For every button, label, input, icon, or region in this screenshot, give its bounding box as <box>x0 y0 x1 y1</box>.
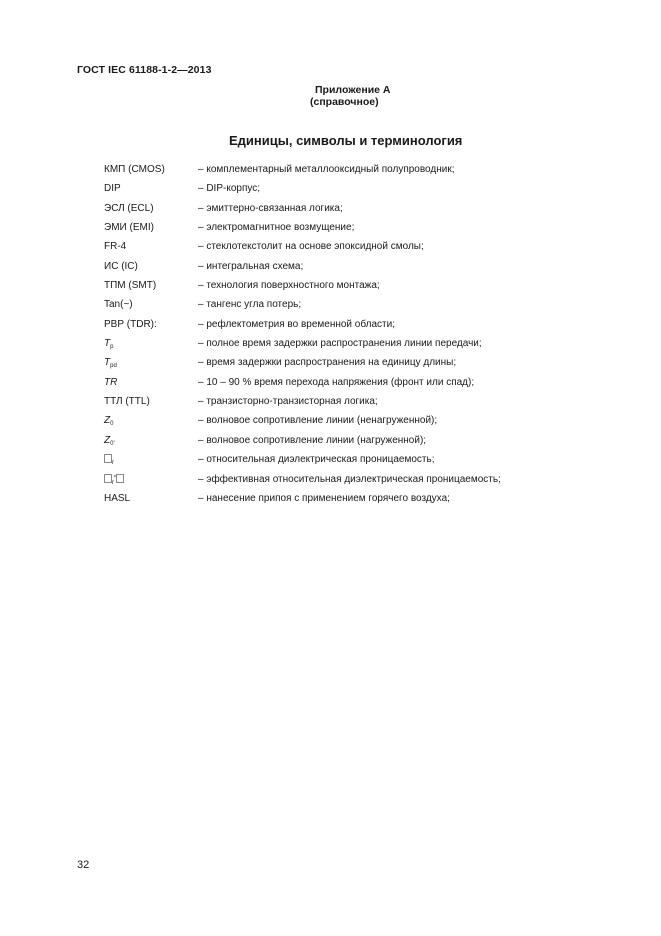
term-definition: – волновое сопротивление линии (нагруженной); <box>198 434 427 446</box>
missing-glyph-icon <box>116 474 124 483</box>
term-row <box>104 261 574 280</box>
term-symbol: ЭМИ (EMI) <box>104 222 154 234</box>
term-symbol <box>104 357 117 369</box>
symbol-subscript: p <box>110 344 114 351</box>
term-definition: – транзисторно-транзисторная логика; <box>198 396 378 408</box>
term-definition: – 10 – 90 % время перехода напряжения (фронт или спад); <box>198 376 475 388</box>
section-title: Единицы, символы и терминология <box>229 133 463 148</box>
term-definition: – электромагнитное возмущение; <box>198 222 355 234</box>
term-row <box>104 454 574 473</box>
term-symbol: DIP <box>104 183 121 195</box>
term-row <box>104 241 574 260</box>
page-number: 32 <box>77 859 90 871</box>
symbol-base: Z <box>104 434 111 446</box>
term-row <box>104 377 574 396</box>
term-definition: – полное время задержки распространения линии передачи; <box>198 338 482 350</box>
term-definition: – рефлектометрия во временной области; <box>198 318 395 330</box>
term-definition: – время задержки распространения на единицу длины; <box>198 357 457 369</box>
term-symbol <box>104 435 115 447</box>
term-row <box>104 319 574 338</box>
term-symbol <box>104 454 114 466</box>
term-definition: – волновое сопротивление линии (ненагруженной); <box>198 415 438 427</box>
term-row <box>104 493 574 512</box>
term-definition: – эмиттерно-связанная логика; <box>198 202 343 214</box>
term-row <box>104 474 574 493</box>
term-definition: – эффективная относительная диэлектрическая проницаемость; <box>198 473 501 485</box>
missing-glyph-icon <box>104 454 112 463</box>
term-symbol: ИС (IC) <box>104 260 138 272</box>
term-row <box>104 338 574 357</box>
term-symbol: HASL <box>104 492 131 504</box>
term-row <box>104 299 574 318</box>
term-row <box>104 222 574 241</box>
term-definition: – интегральная схема; <box>198 260 304 272</box>
term-symbol: ЭСЛ (ECL) <box>104 202 154 214</box>
symbol-base: Z <box>104 415 111 427</box>
term-symbol: FR-4 <box>104 241 127 253</box>
term-row <box>104 203 574 222</box>
terms-list <box>104 164 574 512</box>
missing-glyph-icon <box>104 474 112 483</box>
term-definition: – нанесение припоя с применением горячего воздуха; <box>198 492 450 504</box>
term-row <box>104 415 574 434</box>
term-row <box>104 280 574 299</box>
symbol-base: T <box>104 338 111 350</box>
annex-subtitle: (справочное) <box>310 96 379 108</box>
term-symbol: Tan(~) <box>104 299 133 311</box>
term-definition: – относительная диэлектрическая проницаемость; <box>198 454 435 466</box>
term-definition: – тангенс угла потерь; <box>198 299 302 311</box>
symbol-subscript: r <box>112 460 114 467</box>
annex-title: Приложение А <box>315 84 391 96</box>
term-symbol <box>104 338 113 350</box>
document-standard-id: ГОСТ IEC 61188-1-2—2013 <box>77 64 212 76</box>
term-row <box>104 435 574 454</box>
symbol-subscript: r <box>112 479 114 486</box>
symbol-subscript: 0' <box>110 440 115 447</box>
term-symbol: ТПМ (SMT) <box>104 280 157 292</box>
term-symbol <box>104 474 124 486</box>
term-row <box>104 396 574 415</box>
term-symbol: ТТЛ (TTL) <box>104 396 150 408</box>
term-symbol: TR <box>104 376 118 388</box>
term-symbol <box>104 415 113 427</box>
term-definition: – технология поверхностного монтажа; <box>198 280 380 292</box>
term-row <box>104 164 574 183</box>
term-row <box>104 183 574 202</box>
term-definition: – комплементарный металлооксидный полупроводник; <box>198 164 455 175</box>
term-definition: – DIP-корпус; <box>198 183 261 195</box>
symbol-subscript: pd <box>110 363 117 370</box>
symbol-suffix: ' <box>114 473 116 485</box>
term-row <box>104 357 574 376</box>
symbol-subscript: 0 <box>110 421 114 428</box>
term-symbol: РВР (TDR): <box>104 318 157 330</box>
symbol-base: T <box>104 357 111 369</box>
term-definition: – стеклотекстолит на основе эпоксидной смолы; <box>198 241 424 253</box>
term-symbol: КМП (CMOS) <box>104 164 165 175</box>
